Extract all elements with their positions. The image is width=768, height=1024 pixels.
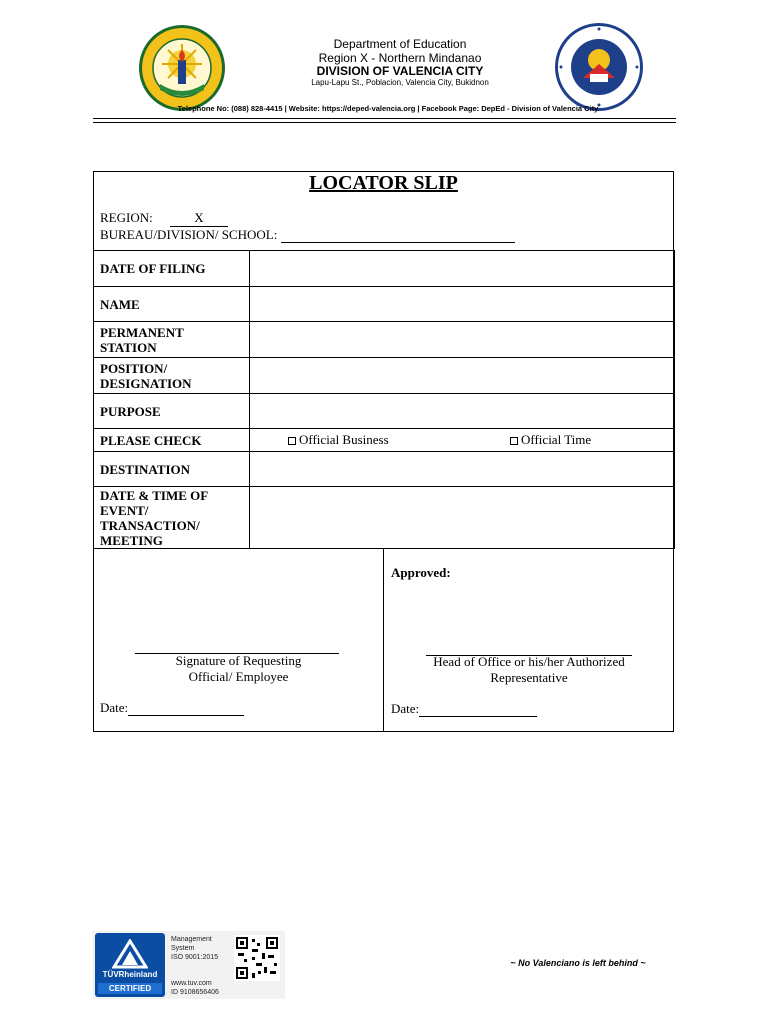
requester-caption-line1: Signature of Requesting [175,653,302,668]
tuv-certified-badge: CERTIFIED [98,983,162,994]
official-time-label: Official Time [521,432,592,447]
approved-label: Approved: [391,565,451,580]
cert-id: ID 9108656406 [171,989,219,996]
please-check-options [250,429,675,452]
destination-field[interactable] [250,452,675,487]
approver-signature-block [384,549,674,732]
requester-signature-caption [93,653,384,685]
cert-url: www.tuv.com [171,980,212,987]
tuv-logo [95,933,165,997]
approver-date [391,701,537,717]
date-time-label: DATE & TIME OF EVENT/ TRANSACTION/ MEETING [94,487,250,549]
row-position [94,358,675,394]
destination-label: DESTINATION [94,452,250,487]
official-time-checkbox[interactable] [510,437,518,445]
purpose-label: PURPOSE [94,394,250,429]
purpose-field[interactable] [250,394,675,429]
header-rule-2 [93,122,676,123]
cert-line1: Management [171,936,212,943]
row-please-check [94,429,675,452]
header-contact: Telephone No: (088) 828-4415 | Website: https://deped-valencia.org | Facebook Page: DepEd - Division of Valencia City [177,104,599,113]
row-date-of-filing [94,251,675,287]
region-value[interactable]: X [170,210,228,227]
form-title: LOCATOR SLIP [309,172,458,194]
row-permanent-station [94,322,675,358]
school-line [100,227,515,243]
official-business-option[interactable] [288,432,389,448]
motto: ~ No Valenciano is left behind ~ [510,958,646,968]
division-seal [138,24,226,112]
header-rule [93,118,676,119]
requester-date-field[interactable] [128,702,244,716]
cert-line3: ISO 9001:2015 [171,954,219,961]
header-division: DIVISION OF VALENCIA CITY [316,64,484,78]
locator-table [93,250,675,549]
region-line [100,210,228,227]
region-label: REGION: [100,210,153,225]
position-label: POSITION/ DESIGNATION [94,358,250,394]
official-business-checkbox[interactable] [288,437,296,445]
header-region: Region X - Northern Mindanao [318,51,482,65]
approver-signature-caption [384,654,674,686]
deped-seal-icon [554,22,644,112]
school-field[interactable] [281,229,515,243]
official-time-option[interactable] [510,432,591,448]
requester-signature-block [93,549,384,732]
please-check-label: PLEASE CHECK [94,429,250,452]
row-purpose [94,394,675,429]
requester-date [100,700,244,716]
requester-date-label: Date: [100,700,129,715]
tuv-certification-badge [93,931,285,999]
header-address: Lapu-Lapu St., Poblacion, Valencia City, Bukidnon [311,78,489,87]
row-name [94,287,675,322]
date-of-filing-label: DATE OF FILING [94,251,250,287]
name-field[interactable] [250,287,675,322]
header-department: Department of Education [333,37,467,51]
division-seal-icon [138,24,226,112]
tuv-triangle-icon [112,939,148,969]
school-label: BUREAU/DIVISION/ SCHOOL: [100,227,278,242]
approver-caption-line1: Head of Office or his/her Authorized [433,654,625,669]
permanent-station-label: PERMANENT STATION [94,322,250,358]
tuv-brand: TÜVRheinland [102,970,158,979]
name-label: NAME [94,287,250,322]
official-business-label: Official Business [299,432,389,447]
row-date-time [94,487,675,549]
date-time-field[interactable] [250,487,675,549]
position-field[interactable] [250,358,675,394]
deped-seal [554,22,644,112]
qr-code-icon [234,935,280,981]
approver-date-field[interactable] [419,703,537,717]
permanent-station-field[interactable] [250,322,675,358]
row-destination [94,452,675,487]
approver-date-label: Date: [391,701,420,716]
requester-caption-line2: Official/ Employee [188,669,289,684]
cert-line2: System [171,945,195,952]
date-of-filing-field[interactable] [250,251,675,287]
cert-text [171,935,219,997]
approver-caption-line2: Representative [490,670,568,685]
